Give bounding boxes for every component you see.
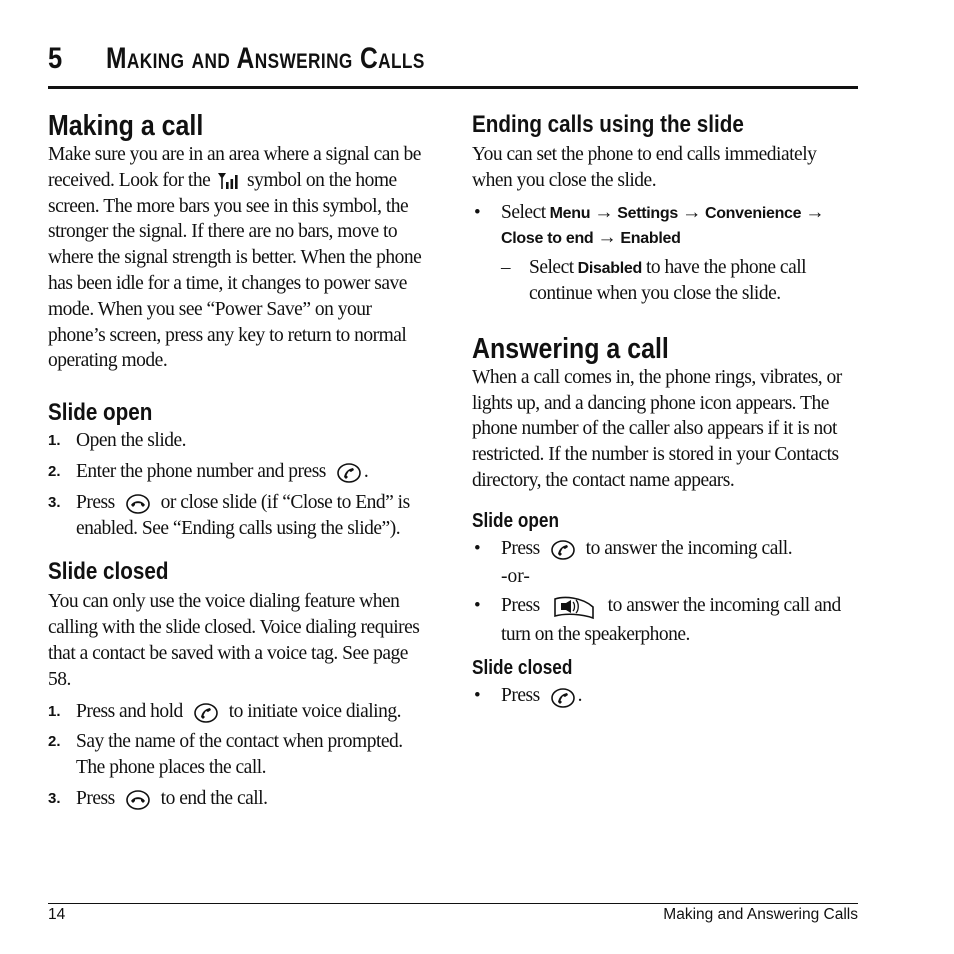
answer-slide-open-list-2 [472, 593, 858, 647]
slide-closed-paragraph: You can only use the voice dialing feature when calling with the slide closed. Voice dialing requires that a contact be saved with a voice tag. See page 58. [48, 591, 420, 690]
menu-path-item: Convenience [704, 204, 802, 222]
list-item: 2. Say the name of the contact when prompted. The phone places the call. [48, 731, 403, 779]
list-item: • Press to answer the incoming call and turn on the speakerphone. [474, 595, 841, 645]
section-title-answering-a-call: Answering a call [472, 332, 669, 365]
ending-calls-paragraph: You can set the phone to end calls immediately when you close the slide. [472, 144, 817, 191]
answering-call-paragraph: When a call comes in, the phone rings, vibrates, or lights up, and a dancing phone icon appears. The phone number of the caller also appears if it is not restricted. If the number is stored in your Contacts directory, the contact name appears. [472, 366, 842, 491]
running-title: Making and Answering Calls [663, 906, 858, 923]
send-key-icon [193, 702, 219, 724]
chapter-title: Making and Answering Calls [106, 42, 425, 75]
list-item: • Select Menu → Settings → Convenience → Close to end → Enabled [474, 201, 825, 249]
list-item: • Press . [472, 683, 858, 709]
page-footer [48, 903, 858, 923]
left-column [48, 108, 428, 817]
menu-path-item: Settings [617, 204, 678, 222]
chapter-header [48, 42, 858, 89]
slide-closed-steps [48, 699, 428, 812]
making-call-paragraph: Make sure you are in an area where a signal can be received. Look for the symbol on the home screen. The more bars you see in this symbol, the stronger the signal. If there are no bars, move to where the signal strength is better. When the phone has been idle for a time, it changes to power save mode. When you see “Power Save” on your phone’s screen, press any key to return to normal operating mode. [48, 144, 422, 372]
chapter-number: 5 [48, 42, 63, 75]
subsection-title-slide-closed: Slide closed [48, 558, 169, 586]
send-key-icon [550, 687, 576, 709]
slide-open-steps [48, 428, 428, 541]
list-item: 1. Open the slide. [48, 430, 187, 452]
end-key-icon [125, 789, 151, 811]
list-item: 2. Enter the phone number and press . [48, 459, 428, 485]
answer-slide-open-list [472, 536, 858, 562]
menu-path-item: Disabled [577, 260, 642, 278]
right-column [472, 108, 858, 713]
signal-strength-icon [217, 172, 241, 190]
answer-slide-closed-list [472, 683, 858, 709]
list-item: 1. Press and hold to initiate voice dialing. [48, 699, 428, 725]
menu-path-item: Close to end [501, 230, 594, 248]
section-title-ending-calls: Ending calls using the slide [472, 111, 744, 138]
list-item: • Press to answer the incoming call. [472, 536, 858, 562]
ending-calls-list [472, 200, 858, 252]
send-key-icon [550, 539, 576, 561]
end-key-icon [125, 493, 151, 515]
menu-path-item: Menu [549, 204, 591, 222]
subsection-title-answer-slide-closed: Slide closed [472, 657, 573, 680]
speakerphone-key-icon [552, 594, 596, 622]
section-title-making-a-call: Making a call [48, 110, 204, 142]
or-separator: -or- [501, 565, 530, 587]
subsection-title-slide-open: Slide open [48, 399, 153, 427]
menu-path-item: Enabled [620, 230, 681, 248]
list-item: 3. Press or close slide (if “Close to End” is enabled. See “Ending calls using the slide”). [48, 491, 410, 539]
page-number: 14 [48, 906, 66, 923]
send-key-icon [336, 462, 362, 484]
list-item: – Select Disabled to have the phone call continue when you close the slide. [501, 257, 807, 304]
list-item: 3. Press to end the call. [48, 786, 428, 812]
subsection-title-answer-slide-open: Slide open [472, 509, 559, 532]
